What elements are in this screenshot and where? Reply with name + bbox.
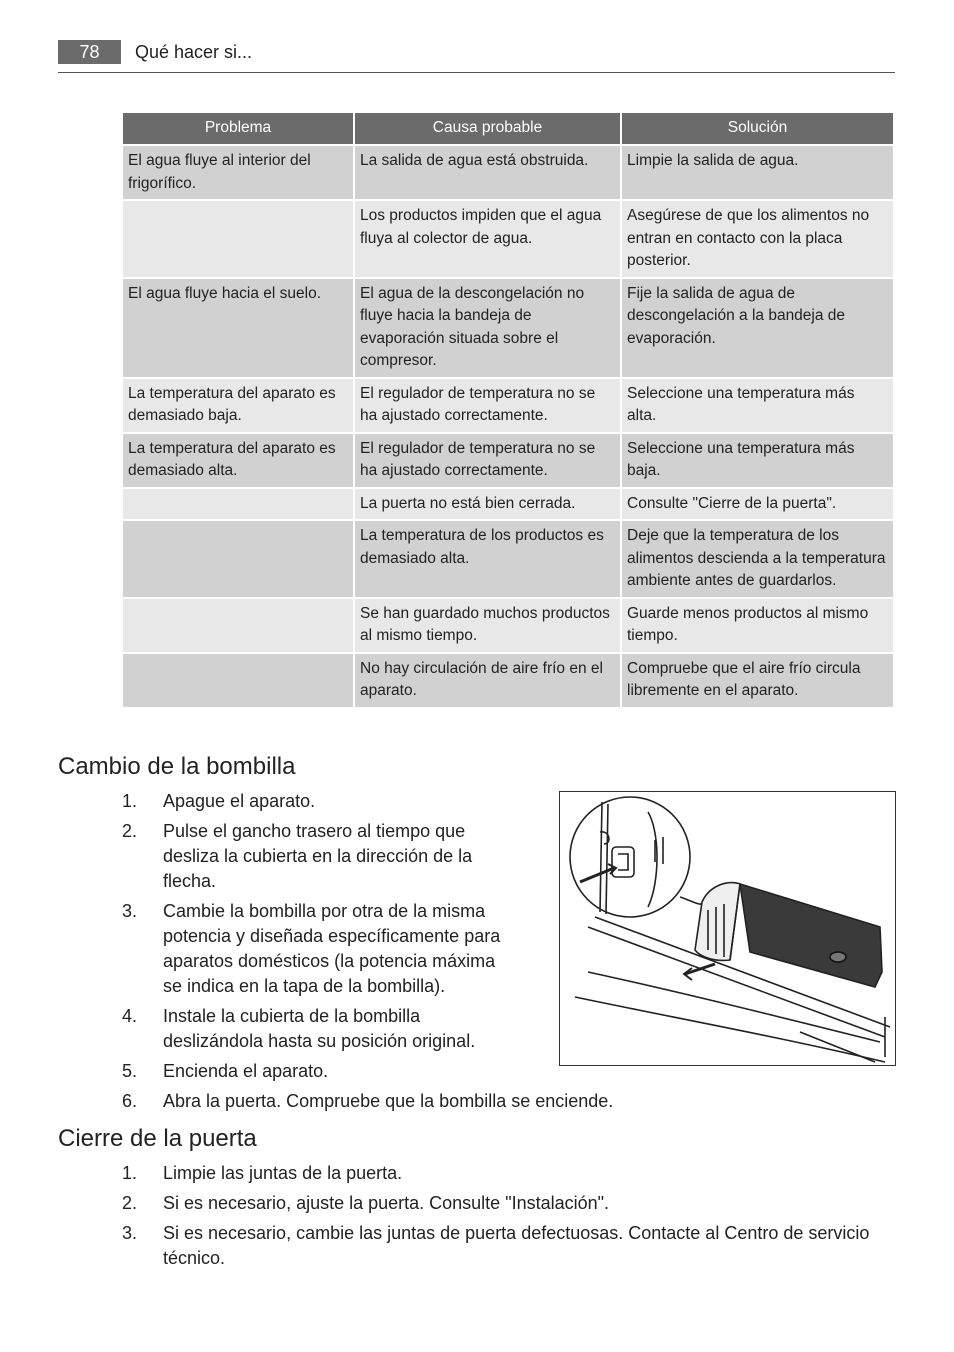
- step-text: Limpie las juntas de la puerta.: [163, 1163, 403, 1183]
- list-item: [58, 1059, 513, 1084]
- solution-cell: Limpie la salida de agua.: [622, 146, 893, 199]
- step-text: Si es necesario, cambie las juntas de puerta defectuosas. Contacte al Centro de servicio técnico.: [163, 1223, 870, 1268]
- step-text: Pulse el gancho trasero al tiempo que desliza la cubierta en la dirección de la flecha.: [163, 821, 473, 891]
- step-number: 4.: [122, 1006, 138, 1026]
- step-text: Instale la cubierta de la bombilla deslizándola hasta su posición original.: [163, 1006, 476, 1051]
- bulb-steps-list: [58, 789, 513, 1089]
- problem-cell: El agua fluye al interior del frigorífico.: [123, 146, 353, 199]
- list-item: [58, 1221, 894, 1271]
- step-text: Apague el aparato.: [163, 791, 316, 811]
- cause-cell: El regulador de temperatura no se ha ajustado correctamente.: [355, 434, 620, 487]
- problem-cell: La temperatura del aparato es demasiado baja.: [123, 379, 353, 432]
- door-section-title: Cierre de la puerta: [58, 1125, 257, 1152]
- list-item: [58, 899, 513, 999]
- column-header-cause: Causa probable: [355, 113, 620, 144]
- solution-cell: Fije la salida de agua de descongelación a la bandeja de evaporación.: [622, 279, 893, 377]
- table-header-row: [123, 113, 893, 144]
- table-row: [123, 279, 893, 377]
- troubleshooting-table: [121, 111, 895, 709]
- list-item: [58, 1161, 894, 1186]
- column-header-solution: Solución: [622, 113, 893, 144]
- problem-cell: [123, 489, 353, 520]
- solution-cell: Seleccione una temperatura más alta.: [622, 379, 893, 432]
- step-number: 5.: [122, 1061, 138, 1081]
- solution-cell: Guarde menos productos al mismo tiempo.: [622, 599, 893, 652]
- door-steps-list: [58, 1161, 894, 1276]
- table-row: [123, 201, 893, 277]
- step-number: 3.: [122, 1223, 138, 1243]
- table-row: [123, 521, 893, 597]
- page-number: 78: [58, 40, 121, 64]
- problem-cell: [123, 201, 353, 277]
- solution-cell: Consulte "Cierre de la puerta".: [622, 489, 893, 520]
- bulb-section-title: Cambio de la bombilla: [58, 753, 296, 780]
- solution-cell: Seleccione una temperatura más baja.: [622, 434, 893, 487]
- list-item: [58, 789, 513, 814]
- step-number: 2.: [122, 1193, 138, 1213]
- cause-cell: La temperatura de los productos es demasiado alta.: [355, 521, 620, 597]
- step-number: 2.: [122, 821, 138, 841]
- bulb-cover-drawing: [560, 792, 895, 1065]
- table-row: [123, 654, 893, 707]
- solution-cell: Deje que la temperatura de los alimentos descienda a la temperatura ambiente antes de guardarlos.: [622, 521, 893, 597]
- bulb-steps-list-continued: [58, 1089, 894, 1119]
- problem-cell: [123, 599, 353, 652]
- solution-cell: Compruebe que el aire frío circula libremente en el aparato.: [622, 654, 893, 707]
- table-row: [123, 379, 893, 432]
- column-header-problem: Problema: [123, 113, 353, 144]
- table-row: [123, 146, 893, 199]
- page-header: [58, 40, 895, 73]
- solution-cell: Asegúrese de que los alimentos no entran en contacto con la placa posterior.: [622, 201, 893, 277]
- cause-cell: La salida de agua está obstruida.: [355, 146, 620, 199]
- step-number: 3.: [122, 901, 138, 921]
- step-number: 6.: [122, 1091, 138, 1111]
- table-row: [123, 489, 893, 520]
- list-item: [58, 1089, 894, 1114]
- problem-cell: La temperatura del aparato es demasiado alta.: [123, 434, 353, 487]
- cause-cell: Los productos impiden que el agua fluya al colector de agua.: [355, 201, 620, 277]
- cause-cell: El regulador de temperatura no se ha ajustado correctamente.: [355, 379, 620, 432]
- problem-cell: El agua fluye hacia el suelo.: [123, 279, 353, 377]
- step-text: Abra la puerta. Compruebe que la bombilla se enciende.: [163, 1091, 614, 1111]
- step-text: Cambie la bombilla por otra de la misma potencia y diseñada específicamente para aparatos domésticos (la potencia máxima se indica en la tapa de la bombilla).: [163, 901, 501, 996]
- table-row: [123, 599, 893, 652]
- cause-cell: El agua de la descongelación no fluye hacia la bandeja de evaporación situada sobre el compresor.: [355, 279, 620, 377]
- step-number: 1.: [122, 791, 138, 811]
- list-item: [58, 819, 513, 894]
- table-row: [123, 434, 893, 487]
- list-item: [58, 1191, 894, 1216]
- step-text: Si es necesario, ajuste la puerta. Consulte "Instalación".: [163, 1193, 610, 1213]
- step-text: Encienda el aparato.: [163, 1061, 329, 1081]
- step-number: 1.: [122, 1163, 138, 1183]
- bulb-cover-illustration: [559, 791, 896, 1066]
- list-item: [58, 1004, 513, 1054]
- problem-cell: [123, 654, 353, 707]
- cause-cell: No hay circulación de aire frío en el aparato.: [355, 654, 620, 707]
- problem-cell: [123, 521, 353, 597]
- cause-cell: La puerta no está bien cerrada.: [355, 489, 620, 520]
- page-title: Qué hacer si...: [135, 42, 253, 62]
- cause-cell: Se han guardado muchos productos al mismo tiempo.: [355, 599, 620, 652]
